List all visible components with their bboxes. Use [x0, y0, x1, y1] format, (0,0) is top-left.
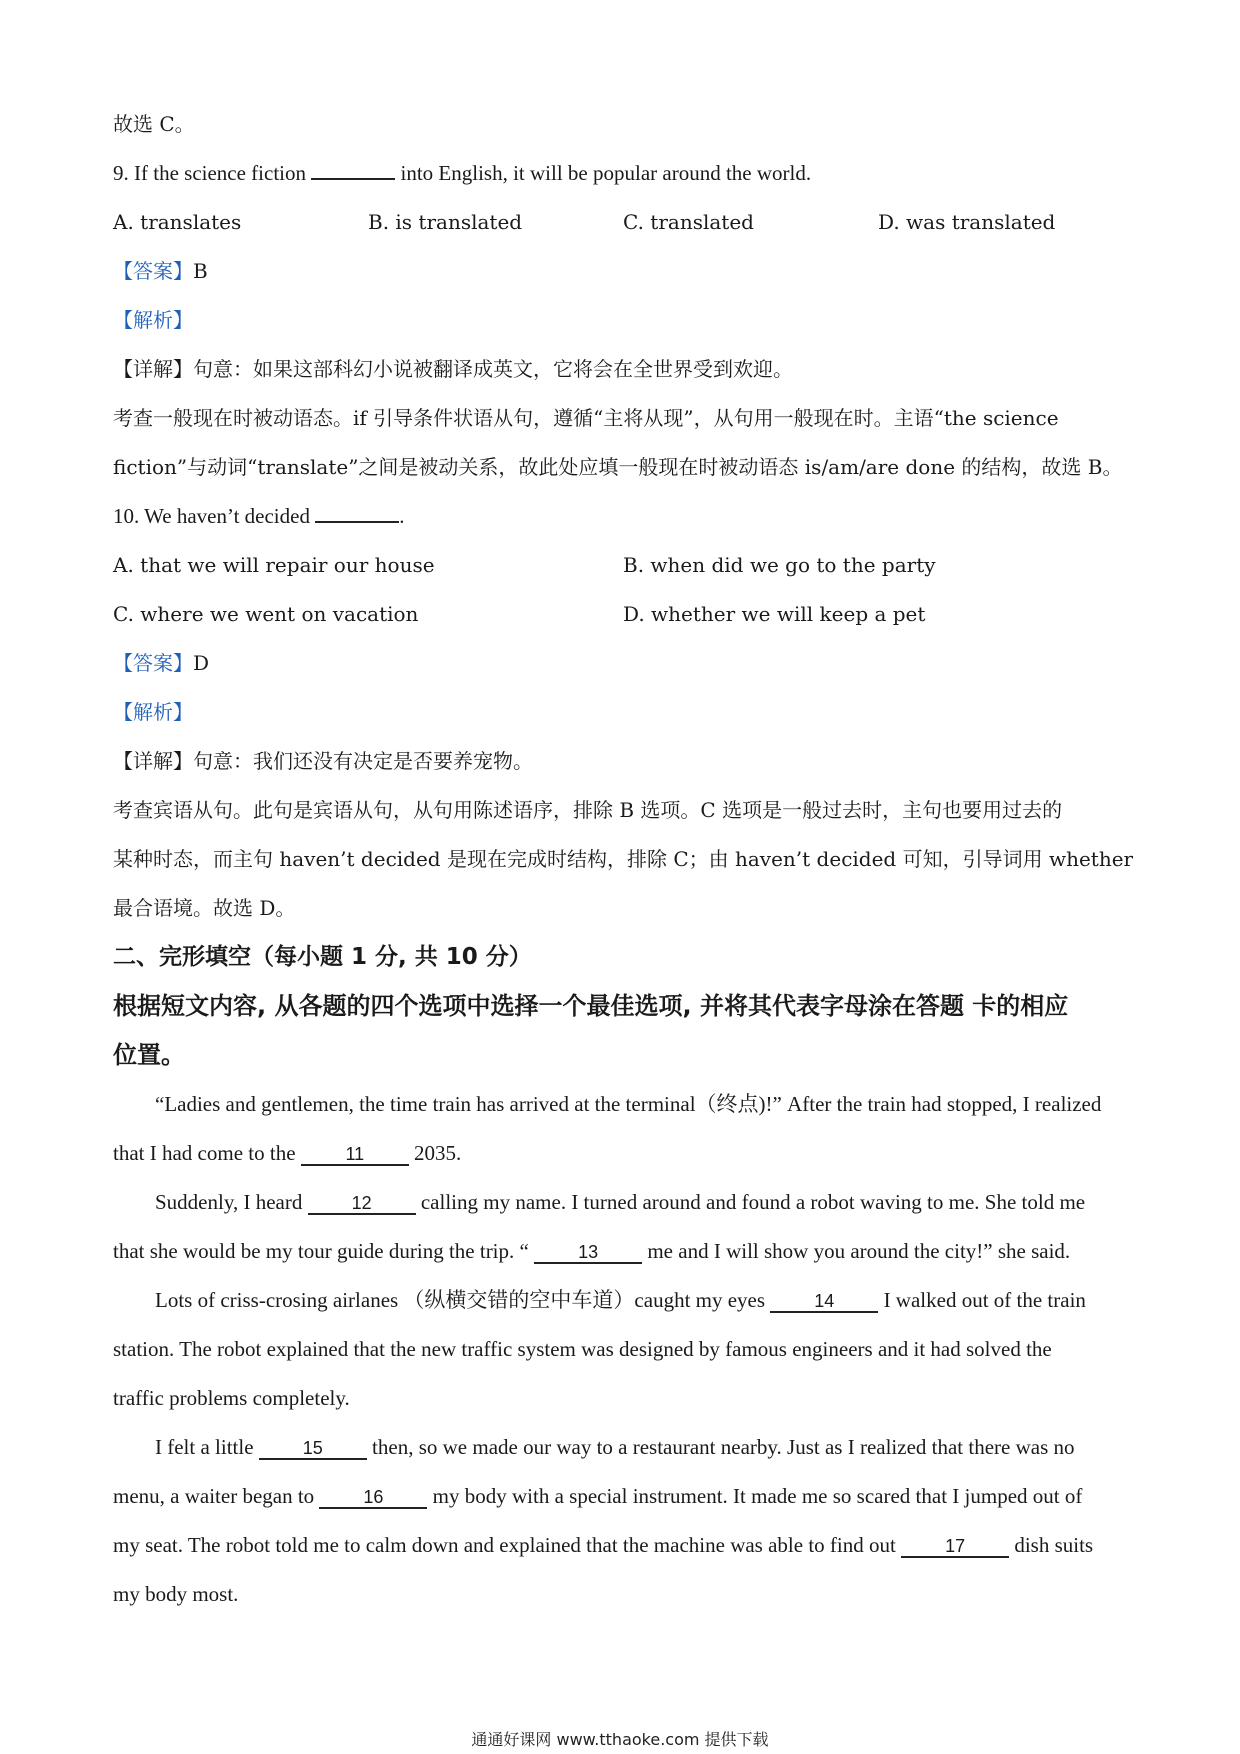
passage-text: I walked out of the train — [883, 1288, 1086, 1312]
q9-option-b: B. is translated — [368, 210, 523, 234]
passage-p4-line3 — [113, 1521, 1133, 1570]
passage-p1-line1: “Ladies and gentlemen, the time train has arrived at the terminal（终点)!” After the train had stopped, I realized — [155, 1092, 1102, 1116]
q10-stem-end: . — [399, 504, 405, 528]
section-title: 二、完形填空（每小题 1 分, 共 10 分） — [113, 944, 532, 970]
blank-15: 15 — [259, 1438, 367, 1460]
q10-explain-1: 考查宾语从句。此句是宾语从句，从句用陈述语序，排除 B 选项。C 选项是一般过去时，主句也要用过去的 — [113, 798, 1063, 822]
document-page — [113, 100, 1133, 1619]
passage-p4-line4: my body most. — [113, 1582, 239, 1606]
q10-options-row-1 — [113, 541, 1133, 590]
blank-12: 12 — [308, 1193, 416, 1215]
passage-p2-line2 — [113, 1227, 1133, 1276]
blank-13: 13 — [534, 1242, 642, 1264]
passage-text: Suddenly, I heard — [155, 1190, 303, 1214]
passage-text: dish suits — [1014, 1533, 1094, 1557]
q10-stem — [113, 492, 1133, 541]
q9-option-a: A. translates — [113, 210, 242, 234]
passage-text: that I had come to the — [113, 1141, 296, 1165]
q9-answer — [113, 247, 1133, 296]
q10-explain-3: 最合语境。故选 D。 — [113, 896, 296, 920]
passage-p1-line2 — [113, 1129, 1133, 1178]
q10-option-c: C. where we went on vacation — [113, 602, 419, 626]
blank-17: 17 — [901, 1536, 1009, 1558]
q10-blank — [315, 499, 399, 523]
q10-detail: 【详解】句意：我们还没有决定是否要养宠物。 — [113, 749, 533, 773]
passage-text: menu, a waiter began to — [113, 1484, 315, 1508]
q10-option-d: D. whether we will keep a pet — [623, 602, 926, 626]
q10-answer — [113, 639, 1133, 688]
q9-answer-value: B — [193, 259, 208, 283]
prev-answer-note: 故选 C。 — [113, 112, 195, 136]
q10-explain-2: 某种时态，而主句 haven’t decided 是现在完成时结构，排除 C；由 haven’t decided 可知，引导词用 whether — [113, 847, 1134, 871]
passage-text: I felt a little — [155, 1435, 254, 1459]
q9-option-d: D. was translated — [878, 210, 1056, 234]
passage-p4-line1 — [113, 1423, 1133, 1472]
q10-answer-value: D — [193, 651, 210, 675]
passage-p3-line2: station. The robot explained that the new traffic system was designed by famous engineers and it had solved the — [113, 1337, 1052, 1361]
q10-answer-label: 【答案】 — [113, 651, 193, 675]
q9-stem-start: 9. If the science fiction — [113, 161, 306, 185]
passage-p3-line3: traffic problems completely. — [113, 1386, 350, 1410]
q9-explain-1: 考查一般现在时被动语态。if 引导条件状语从句，遵循“主将从现”，从句用一般现在时。主语“the science — [113, 406, 1059, 430]
passage-p3-line1 — [113, 1276, 1133, 1325]
q9-answer-label: 【答案】 — [113, 259, 193, 283]
passage-text: Lots of criss-crosing airlanes （纵横交错的空中车道）caught my eyes — [155, 1288, 766, 1312]
q9-explain-2: fiction”与动词“translate”之间是被动关系，故此处应填一般现在时被动语态 is/am/are done 的结构，故选 B。 — [113, 455, 1123, 479]
q10-analysis-label: 【解析】 — [113, 700, 193, 724]
q9-blank — [311, 156, 395, 180]
blank-16: 16 — [319, 1487, 427, 1509]
blank-11: 11 — [301, 1144, 409, 1166]
passage-text: then, so we made our way to a restaurant nearby. Just as I realized that there was no — [372, 1435, 1075, 1459]
q10-option-a: A. that we will repair our house — [113, 553, 435, 577]
passage-text: 2035. — [414, 1141, 462, 1165]
q10-options-row-2 — [113, 590, 1133, 639]
section-instruction-1: 根据短文内容, 从各题的四个选项中选择一个最佳选项, 并将其代表字母涂在答题 卡的相应 — [113, 992, 1069, 1020]
footer-watermark: 通通好课网 www.tthaoke.com 提供下载 — [471, 1730, 769, 1749]
passage-text: my seat. The robot told me to calm down and explained that the machine was able to find out — [113, 1533, 896, 1557]
section-instruction-2: 位置。 — [113, 1041, 185, 1069]
passage-p4-line2 — [113, 1472, 1133, 1521]
q9-stem — [113, 149, 1133, 198]
q9-options — [113, 198, 1133, 247]
q9-detail: 【详解】句意：如果这部科幻小说被翻译成英文，它将会在全世界受到欢迎。 — [113, 357, 793, 381]
passage-text: calling my name. I turned around and found a robot waving to me. She told me — [420, 1190, 1086, 1214]
q10-option-b: B. when did we go to the party — [623, 553, 936, 577]
passage-text: my body with a special instrument. It made me so scared that I jumped out of — [432, 1484, 1083, 1508]
q9-analysis-label: 【解析】 — [113, 308, 193, 332]
passage-text: that she would be my tour guide during the trip. “ — [113, 1239, 529, 1263]
passage-p2-line1 — [113, 1178, 1133, 1227]
q9-option-c: C. translated — [623, 210, 754, 234]
q10-stem-start: 10. We haven’t decided — [113, 504, 310, 528]
blank-14: 14 — [770, 1291, 878, 1313]
passage-text: me and I will show you around the city!” she said. — [647, 1239, 1071, 1263]
q9-stem-end: into English, it will be popular around the world. — [400, 161, 812, 185]
